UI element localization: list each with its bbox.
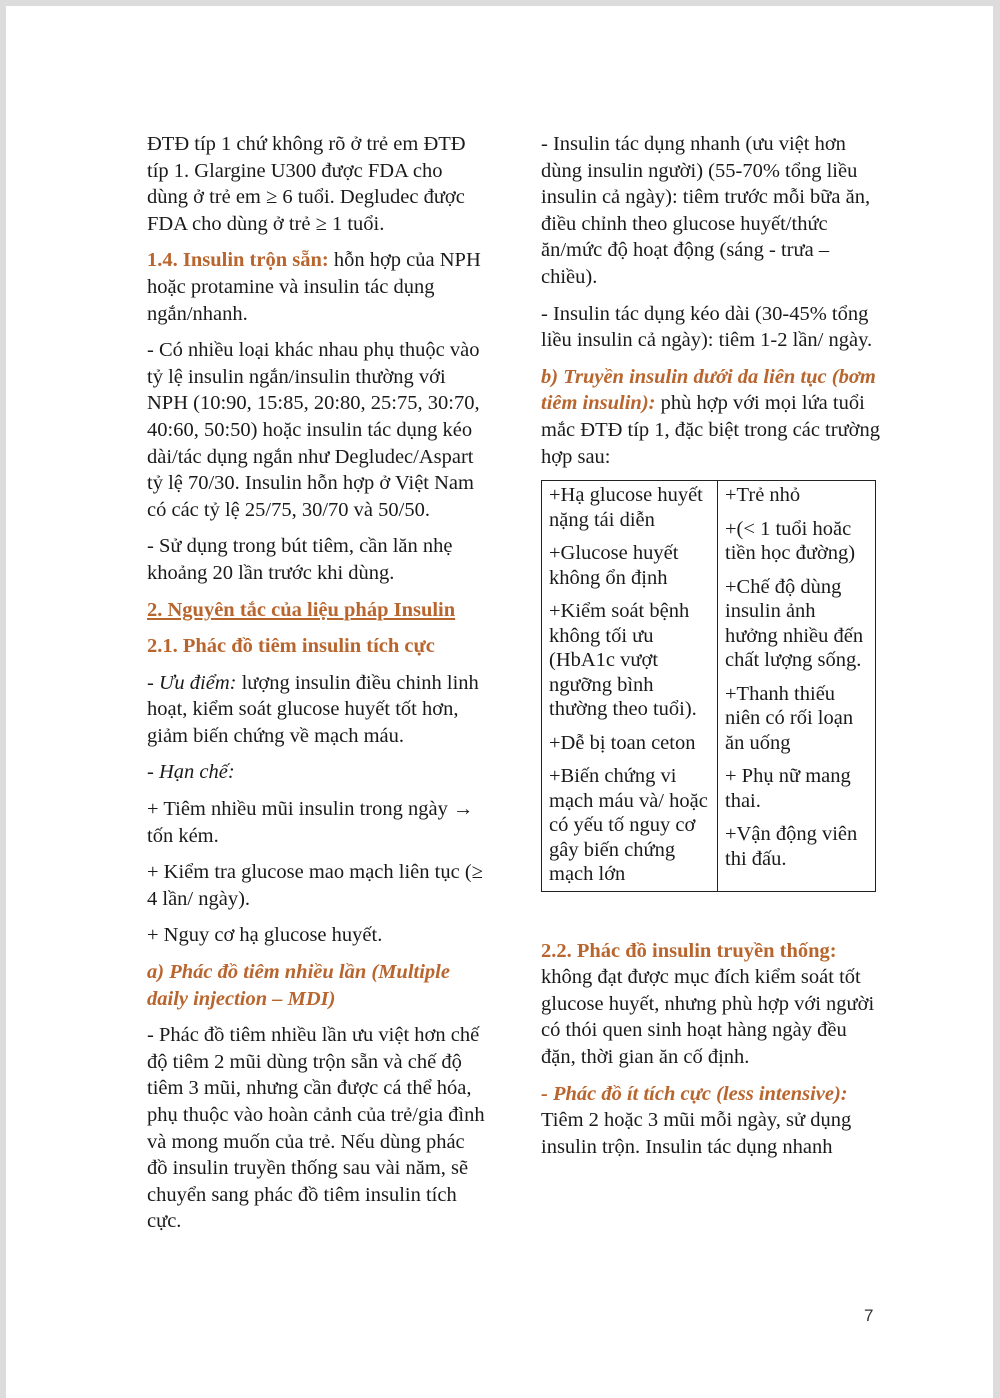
- section-a-text: - Phác đồ tiêm nhiều lần ưu việt hơn chế độ tiêm 2 mũi dùng trộn sẵn và chế độ tiêm 3 mũi, nhưng cần được cá thể hóa, phụ thuộc vào hoàn cảnh của trẻ/gia đình và mong muốn của trẻ. Nếu dùng phác đồ insulin truyền thống sau vài năm, sẽ chuyển sang phác đồ tiêm insulin tích cực.: [147, 1024, 485, 1233]
- paragraph-long-insulin: - Insulin tác dụng kéo dài (30-45% tổng liều insulin cả ngày): tiêm 1-2 lần/ ngày.: [541, 302, 873, 352]
- less-intensive-title: - Phác đồ ít tích cực (less intensive):: [541, 1082, 848, 1105]
- table-item: +Kiểm soát bệnh không tối ưu (HbA1c vượt ngưỡng bình thường theo tuổi).: [549, 600, 697, 721]
- limitations-label: - Hạn chế:: [147, 761, 235, 784]
- table-item: +Hạ glucose huyết nặng tái diễn: [549, 484, 703, 531]
- table-item: +Thanh thiếu niên có rối loạn ăn uống: [725, 682, 854, 754]
- indications-column-2: [718, 481, 876, 892]
- indications-column-1: [542, 481, 718, 892]
- section-1-4: [147, 247, 487, 327]
- section-1-4-text: hỗn hợp của NPH hoặc protamine và insulin tác dụng ngắn/nhanh.: [147, 249, 481, 325]
- section-2-1-title: 2.1. Phác đồ tiêm insulin tích cực: [147, 635, 435, 658]
- paragraph-fast-insulin: - Insulin tác dụng nhanh (ưu việt hơn dùng insulin người) (55-70% tổng liều insulin cả ngày): tiêm trước mỗi bữa ăn, điều chỉnh theo glucose huyết/thức ăn/mức độ hoạt động (sáng - trưa – chiều).: [541, 133, 871, 288]
- section-2-2: [541, 938, 886, 1071]
- section-b-text: phù hợp với mọi lứa tuổi mắc ĐTĐ típ 1, đặc biệt trong các trường hợp sau:: [541, 392, 881, 468]
- table-item: +Trẻ nhỏ: [725, 484, 801, 507]
- section-1-4-title: 1.4. Insulin trộn sẵn:: [147, 249, 329, 272]
- table-item: +Biến chứng vi mạch máu và/ hoặc có yếu tố nguy cơ gây biến chứng mạch lớn: [549, 765, 708, 886]
- table-item: +Chế độ dùng insulin ảnh hưởng nhiều đến chất lượng sống.: [725, 575, 864, 672]
- section-b: [541, 364, 886, 470]
- section-2-2-title: 2.2. Phác đồ insulin truyền thống:: [541, 939, 837, 962]
- advantages-text: lượng insulin điều chinh linh hoạt, kiểm soát glucose huyết tốt hơn, giảm biến chứng về mạch máu.: [147, 671, 479, 747]
- table-item: +Vận động viên thi đấu.: [725, 823, 858, 870]
- limitation-item: + Nguy cơ hạ glucose huyết.: [147, 924, 383, 947]
- section-a-title: a) Phác đồ tiêm nhiều lần (Multiple daily injection – MDI): [147, 961, 450, 1010]
- paragraph-pen-usage: - Sử dụng trong bút tiêm, cần lăn nhẹ khoảng 20 lần trước khi dùng.: [147, 535, 453, 584]
- advantages-label: - Ưu điểm:: [147, 671, 237, 694]
- table-item: +Dễ bị toan ceton: [549, 731, 696, 754]
- section-2-2-text: không đạt được mục đích kiểm soát tốt glucose huyết, nhưng phù hợp với người có thói quen sinh hoạt hàng ngày đều đặn, thời gian ăn cố định.: [541, 966, 875, 1068]
- page-number: 7: [864, 1306, 874, 1325]
- section-b-title: b) Truyền insulin dưới da liên tục (bơm tiêm insulin):: [541, 365, 876, 415]
- left-column: [147, 131, 487, 1245]
- indications-table: [541, 480, 876, 892]
- right-column: [541, 131, 886, 1170]
- document-page: [6, 6, 993, 1398]
- less-intensive-text: Tiêm 2 hoặc 3 mũi mỗi ngày, sử dụng insulin trộn. Insulin tác dụng nhanh: [541, 1109, 852, 1158]
- limitation-item: + Tiêm nhiều mũi insulin trong ngày → tốn kém.: [147, 798, 474, 847]
- table-item: +(< 1 tuổi hoăc tiền học đường): [725, 517, 856, 565]
- table-item: +Glucose huyết không ổn định: [549, 542, 679, 589]
- advantages: [147, 670, 487, 750]
- table-item: + Phụ nữ mang thai.: [725, 765, 851, 812]
- limitation-item: + Kiểm tra glucose mao mạch liên tục (≥ 4 lần/ ngày).: [147, 861, 483, 910]
- paragraph-mix-types: - Có nhiều loại khác nhau phụ thuộc vào tỷ lệ insulin ngắn/insulin thường với NPH (10:90, 15:85, 20:80, 25:75, 30:70, 40:60, 50:50) hoặc insulin tác dụng kéo dài/tác dụng ngắn như Degludec/Aspart tỷ lệ 70/30. Insulin hỗn hợp ở Việt Nam có các tỷ lệ 25/75, 30/70 và 50/50.: [147, 339, 480, 521]
- paragraph-fda-approval: ĐTĐ típ 1 chứ không rõ ở trẻ em ĐTĐ típ 1. Glargine U300 được FDA cho dùng ở trẻ em ≥ 6 tuổi. Degludec được FDA cho dùng ở trẻ ≥ 1 tuổi.: [147, 133, 466, 235]
- spacer: [541, 892, 886, 938]
- less-intensive: [541, 1081, 886, 1161]
- section-2-title: 2. Nguyên tắc của liệu pháp Insulin: [147, 598, 456, 621]
